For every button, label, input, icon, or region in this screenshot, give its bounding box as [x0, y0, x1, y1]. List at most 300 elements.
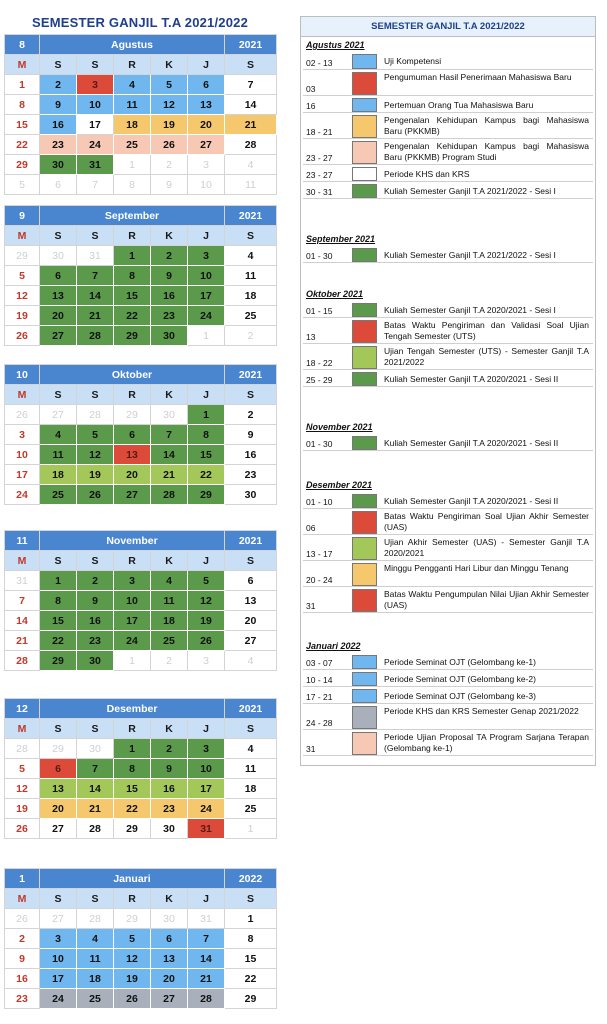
legend-color-swatch [352, 655, 377, 669]
day-cell: 27 [151, 989, 188, 1009]
day-cell: 16 [40, 115, 77, 135]
day-cell: 6 [225, 571, 277, 591]
day-cell: 1 [188, 405, 225, 425]
day-cell: 3 [114, 571, 151, 591]
day-cell: 23 [5, 989, 40, 1009]
day-cell: 1 [188, 326, 225, 346]
day-cell: 14 [151, 445, 188, 465]
legend-color-swatch [352, 346, 377, 369]
day-cell: 25 [40, 485, 77, 505]
month-table-agustus [4, 34, 277, 195]
legend-color-swatch [352, 98, 377, 112]
weekday-header: S [40, 226, 77, 246]
legend-row [301, 344, 595, 370]
day-cell: 10 [77, 95, 114, 115]
legend-section-title: September 2021 [306, 234, 376, 244]
weekday-header: S [40, 719, 77, 739]
day-cell: 8 [5, 95, 40, 115]
day-cell: 25 [225, 799, 277, 819]
day-cell: 11 [114, 95, 151, 115]
weekday-header: K [151, 551, 188, 571]
legend-description: Ujian Tengah Semester (UTS) - Semester Ganjil T.A 2021/2022 [384, 346, 589, 367]
day-cell: 6 [114, 425, 151, 445]
week-row [5, 425, 277, 445]
day-cell: 31 [77, 246, 114, 266]
day-cell: 2 [40, 75, 77, 95]
day-cell: 3 [188, 651, 225, 671]
week-row [5, 286, 277, 306]
weekday-header: M [5, 719, 40, 739]
day-cell: 6 [40, 266, 77, 286]
weekday-header: R [114, 385, 151, 405]
month-table-september [4, 205, 277, 346]
day-cell: 31 [188, 819, 225, 839]
day-cell: 28 [188, 989, 225, 1009]
day-cell: 30 [151, 405, 188, 425]
legend-color-swatch [352, 248, 377, 262]
day-cell: 1 [5, 75, 40, 95]
day-cell: 16 [225, 445, 277, 465]
month-number: 8 [5, 35, 40, 55]
day-cell: 19 [5, 799, 40, 819]
legend-description: Periode Seminat OJT (Gelombang ke-1) [384, 657, 536, 667]
week-row [5, 611, 277, 631]
day-cell: 13 [225, 591, 277, 611]
day-cell: 3 [188, 246, 225, 266]
day-cell: 17 [40, 969, 77, 989]
legend-description: Pengenalan Kehidupan Kampus bagi Mahasiswa Baru (PKKMB) [384, 115, 589, 136]
week-row [5, 651, 277, 671]
legend-description: Periode Seminat OJT (Gelombang ke-3) [384, 691, 536, 701]
day-cell: 12 [5, 779, 40, 799]
legend-color-swatch [352, 167, 377, 181]
weekday-header: K [151, 55, 188, 75]
legend-row [301, 730, 595, 756]
day-cell: 15 [188, 445, 225, 465]
day-cell: 17 [77, 115, 114, 135]
day-cell: 4 [225, 739, 277, 759]
day-cell: 4 [114, 75, 151, 95]
day-cell: 16 [5, 969, 40, 989]
month-table-oktober [4, 364, 277, 505]
day-cell: 21 [188, 969, 225, 989]
day-cell: 9 [40, 95, 77, 115]
legend-section-title: Oktober 2021 [306, 289, 364, 299]
legend-color-swatch [352, 141, 377, 164]
day-cell: 27 [225, 631, 277, 651]
legend-date-range: 30 - 31 [306, 187, 333, 197]
day-cell: 4 [40, 425, 77, 445]
legend-row [301, 70, 595, 96]
day-cell: 30 [225, 485, 277, 505]
day-cell: 14 [5, 611, 40, 631]
legend-color-swatch [352, 184, 377, 198]
legend-date-range: 23 - 27 [306, 153, 333, 163]
month-table-november [4, 530, 277, 671]
legend-description: Kuliah Semester Ganjil T.A 2020/2021 - Sesi II [384, 438, 559, 448]
legend-date-range: 31 [306, 744, 316, 754]
day-cell: 22 [188, 465, 225, 485]
day-cell: 11 [225, 266, 277, 286]
day-cell: 28 [77, 819, 114, 839]
week-row [5, 819, 277, 839]
legend-description: Periode Seminat OJT (Gelombang ke-2) [384, 674, 536, 684]
day-cell: 10 [188, 266, 225, 286]
day-cell: 15 [114, 779, 151, 799]
weekday-header: K [151, 719, 188, 739]
legend-row-divider [303, 755, 593, 756]
weekday-header: S [225, 719, 277, 739]
day-cell: 26 [77, 485, 114, 505]
day-cell: 8 [225, 929, 277, 949]
legend-row-divider [303, 262, 593, 263]
legend-row [301, 301, 595, 318]
day-cell: 22 [5, 135, 40, 155]
day-cell: 5 [5, 759, 40, 779]
weekday-header: R [114, 226, 151, 246]
day-cell: 30 [151, 819, 188, 839]
legend-row [301, 96, 595, 113]
day-cell: 26 [188, 631, 225, 651]
legend-section-title: Desember 2021 [306, 480, 373, 490]
legend-row-divider [303, 386, 593, 387]
weekday-header: S [225, 55, 277, 75]
day-cell: 8 [114, 266, 151, 286]
month-number: 12 [5, 699, 40, 719]
month-number: 10 [5, 365, 40, 385]
legend-description: Batas Waktu Pengiriman dan Validasi Soal Ujian Tengah Semester (UTS) [384, 320, 589, 341]
legend-description: Kuliah Semester Ganjil T.A 2021/2022 - Sesi I [384, 250, 556, 260]
day-cell: 28 [5, 651, 40, 671]
day-cell: 17 [188, 286, 225, 306]
day-cell: 10 [188, 759, 225, 779]
legend-date-range: 06 [306, 523, 316, 533]
legend-date-range: 10 - 14 [306, 675, 333, 685]
legend-color-swatch [352, 115, 377, 138]
legend-description: Kuliah Semester Ganjil T.A 2020/2021 - Sesi II [384, 374, 559, 384]
legend-row [301, 113, 595, 139]
legend-date-range: 17 - 21 [306, 692, 333, 702]
day-cell: 3 [188, 739, 225, 759]
weekday-header: S [225, 226, 277, 246]
day-cell: 16 [151, 779, 188, 799]
week-row [5, 405, 277, 425]
legend-date-range: 13 - 17 [306, 549, 333, 559]
day-cell: 7 [77, 266, 114, 286]
week-row [5, 799, 277, 819]
legend-description: Pengumuman Hasil Penerimaan Mahasiswa Baru [384, 72, 572, 82]
day-cell: 29 [114, 819, 151, 839]
month-year: 2022 [225, 869, 277, 889]
day-cell: 13 [188, 95, 225, 115]
day-cell: 20 [114, 465, 151, 485]
day-cell: 2 [77, 571, 114, 591]
legend-color-swatch [352, 436, 377, 450]
week-row [5, 571, 277, 591]
legend-row [301, 370, 595, 387]
day-cell: 22 [114, 306, 151, 326]
day-cell: 24 [5, 485, 40, 505]
day-cell: 2 [225, 326, 277, 346]
legend-row [301, 704, 595, 730]
legend-date-range: 01 - 10 [306, 497, 333, 507]
legend-description: Batas Waktu Pengiriman Soal Ujian Akhir Semester (UAS) [384, 511, 589, 532]
day-cell: 29 [40, 739, 77, 759]
day-cell: 13 [151, 949, 188, 969]
day-cell: 5 [5, 175, 40, 195]
legend-description: Kuliah Semester Ganjil T.A 2020/2021 - Sesi II [384, 496, 559, 506]
week-row [5, 989, 277, 1009]
day-cell: 26 [151, 135, 188, 155]
weekday-header: R [114, 889, 151, 909]
day-cell: 17 [114, 611, 151, 631]
day-cell: 28 [5, 739, 40, 759]
week-row [5, 326, 277, 346]
week-row [5, 175, 277, 195]
day-cell: 7 [151, 425, 188, 445]
day-cell: 22 [40, 631, 77, 651]
legend-color-swatch [352, 54, 377, 69]
day-cell: 15 [5, 115, 40, 135]
day-cell: 27 [188, 135, 225, 155]
legend-date-range: 02 - 13 [306, 58, 333, 68]
day-cell: 1 [114, 739, 151, 759]
day-cell: 8 [40, 591, 77, 611]
day-cell: 5 [77, 425, 114, 445]
main-title: SEMESTER GANJIL T.A 2021/2022 [31, 15, 249, 30]
day-cell: 27 [40, 819, 77, 839]
weekday-header: S [40, 551, 77, 571]
day-cell: 11 [40, 445, 77, 465]
day-cell: 29 [114, 326, 151, 346]
legend-date-range: 03 - 07 [306, 658, 333, 668]
day-cell: 28 [151, 485, 188, 505]
day-cell: 9 [5, 949, 40, 969]
month-year: 2021 [225, 206, 277, 226]
day-cell: 17 [188, 779, 225, 799]
week-row [5, 949, 277, 969]
legend-date-range: 13 [306, 332, 316, 342]
day-cell: 19 [188, 611, 225, 631]
month-year: 2021 [225, 365, 277, 385]
weekday-header: R [114, 55, 151, 75]
week-row [5, 969, 277, 989]
day-cell: 30 [40, 155, 77, 175]
month-number: 11 [5, 531, 40, 551]
day-cell: 6 [151, 929, 188, 949]
legend-row [301, 587, 595, 613]
day-cell: 16 [151, 286, 188, 306]
legend-date-range: 24 - 28 [306, 718, 333, 728]
legend-color-swatch [352, 511, 377, 534]
day-cell: 28 [225, 135, 277, 155]
day-cell: 21 [77, 306, 114, 326]
day-cell: 28 [77, 909, 114, 929]
weekday-header: J [188, 385, 225, 405]
week-row [5, 739, 277, 759]
legend-color-swatch [352, 589, 377, 612]
day-cell: 24 [40, 989, 77, 1009]
day-cell: 4 [225, 246, 277, 266]
week-row [5, 591, 277, 611]
legend-panel [300, 16, 596, 766]
weekday-header: S [225, 551, 277, 571]
legend-row [301, 182, 595, 199]
day-cell: 7 [225, 75, 277, 95]
weekday-header: K [151, 889, 188, 909]
legend-row [301, 165, 595, 182]
legend-description: Periode Ujian Proposal TA Program Sarjana Terapan (Gelombang ke-1) [384, 732, 589, 753]
weekday-header: R [114, 551, 151, 571]
day-cell: 21 [77, 799, 114, 819]
day-cell: 6 [40, 759, 77, 779]
week-row [5, 631, 277, 651]
day-cell: 21 [151, 465, 188, 485]
legend-date-range: 23 - 27 [306, 170, 333, 180]
day-cell: 11 [225, 175, 277, 195]
weekday-header: J [188, 889, 225, 909]
day-cell: 29 [114, 405, 151, 425]
legend-row [301, 670, 595, 687]
week-row [5, 75, 277, 95]
legend-description: Kuliah Semester Ganjil T.A 2021/2022 - Sesi I [384, 186, 556, 196]
day-cell: 15 [40, 611, 77, 631]
month-name: Oktober [40, 365, 225, 385]
day-cell: 1 [114, 155, 151, 175]
legend-date-range: 01 - 30 [306, 251, 333, 261]
legend-row-divider [303, 612, 593, 613]
day-cell: 29 [225, 989, 277, 1009]
week-row [5, 95, 277, 115]
legend-row [301, 246, 595, 263]
day-cell: 23 [151, 306, 188, 326]
day-cell: 15 [225, 949, 277, 969]
day-cell: 31 [77, 155, 114, 175]
day-cell: 8 [188, 425, 225, 445]
week-row [5, 306, 277, 326]
day-cell: 24 [114, 631, 151, 651]
legend-row [301, 561, 595, 587]
weekday-header: S [40, 889, 77, 909]
month-number: 9 [5, 206, 40, 226]
day-cell: 1 [40, 571, 77, 591]
day-cell: 27 [40, 909, 77, 929]
month-name: Desember [40, 699, 225, 719]
day-cell: 14 [225, 95, 277, 115]
weekday-header: J [188, 551, 225, 571]
legend-row [301, 653, 595, 670]
day-cell: 7 [77, 175, 114, 195]
legend-color-swatch [352, 537, 377, 560]
day-cell: 20 [40, 799, 77, 819]
day-cell: 12 [151, 95, 188, 115]
day-cell: 30 [40, 246, 77, 266]
day-cell: 9 [151, 266, 188, 286]
weekday-header: R [114, 719, 151, 739]
weekday-header: J [188, 55, 225, 75]
weekday-header: M [5, 55, 40, 75]
day-cell: 18 [114, 115, 151, 135]
day-cell: 20 [40, 306, 77, 326]
legend-row [301, 687, 595, 704]
month-name: November [40, 531, 225, 551]
day-cell: 24 [188, 306, 225, 326]
day-cell: 30 [77, 739, 114, 759]
day-cell: 19 [77, 465, 114, 485]
day-cell: 1 [225, 819, 277, 839]
day-cell: 12 [5, 286, 40, 306]
legend-description: Uji Kompetensi [384, 56, 442, 66]
day-cell: 18 [225, 779, 277, 799]
day-cell: 5 [5, 266, 40, 286]
legend-color-swatch [352, 563, 377, 586]
weekday-header: S [225, 889, 277, 909]
day-cell: 24 [188, 799, 225, 819]
legend-color-swatch [352, 732, 377, 755]
weekday-header: M [5, 889, 40, 909]
day-cell: 12 [114, 949, 151, 969]
day-cell: 7 [188, 929, 225, 949]
legend-row-divider [303, 198, 593, 199]
weekday-header: M [5, 226, 40, 246]
day-cell: 23 [40, 135, 77, 155]
day-cell: 1 [225, 909, 277, 929]
day-cell: 21 [5, 631, 40, 651]
day-cell: 4 [151, 571, 188, 591]
day-cell: 26 [5, 405, 40, 425]
day-cell: 9 [151, 175, 188, 195]
day-cell: 27 [114, 485, 151, 505]
week-row [5, 929, 277, 949]
weekday-header: K [151, 385, 188, 405]
day-cell: 12 [77, 445, 114, 465]
weekday-header: S [225, 385, 277, 405]
weekday-header: S [77, 385, 114, 405]
day-cell: 23 [77, 631, 114, 651]
day-cell: 20 [188, 115, 225, 135]
legend-row-divider [303, 450, 593, 451]
weekday-header: K [151, 226, 188, 246]
day-cell: 11 [77, 949, 114, 969]
legend-row [301, 492, 595, 509]
day-cell: 30 [151, 909, 188, 929]
weekday-header: J [188, 226, 225, 246]
day-cell: 4 [77, 929, 114, 949]
weekday-header: M [5, 551, 40, 571]
day-cell: 3 [188, 155, 225, 175]
month-table-desember [4, 698, 277, 839]
legend-color-swatch [352, 72, 377, 95]
day-cell: 30 [77, 651, 114, 671]
week-row [5, 465, 277, 485]
day-cell: 20 [151, 969, 188, 989]
day-cell: 5 [114, 929, 151, 949]
day-cell: 26 [114, 989, 151, 1009]
weekday-header: S [77, 226, 114, 246]
legend-date-range: 16 [306, 101, 316, 111]
day-cell: 25 [225, 306, 277, 326]
day-cell: 18 [225, 286, 277, 306]
week-row [5, 246, 277, 266]
week-row [5, 266, 277, 286]
legend-color-swatch [352, 672, 377, 686]
weekday-header: S [77, 551, 114, 571]
day-cell: 2 [151, 739, 188, 759]
day-cell: 13 [114, 445, 151, 465]
week-row [5, 779, 277, 799]
day-cell: 28 [77, 405, 114, 425]
day-cell: 31 [188, 909, 225, 929]
